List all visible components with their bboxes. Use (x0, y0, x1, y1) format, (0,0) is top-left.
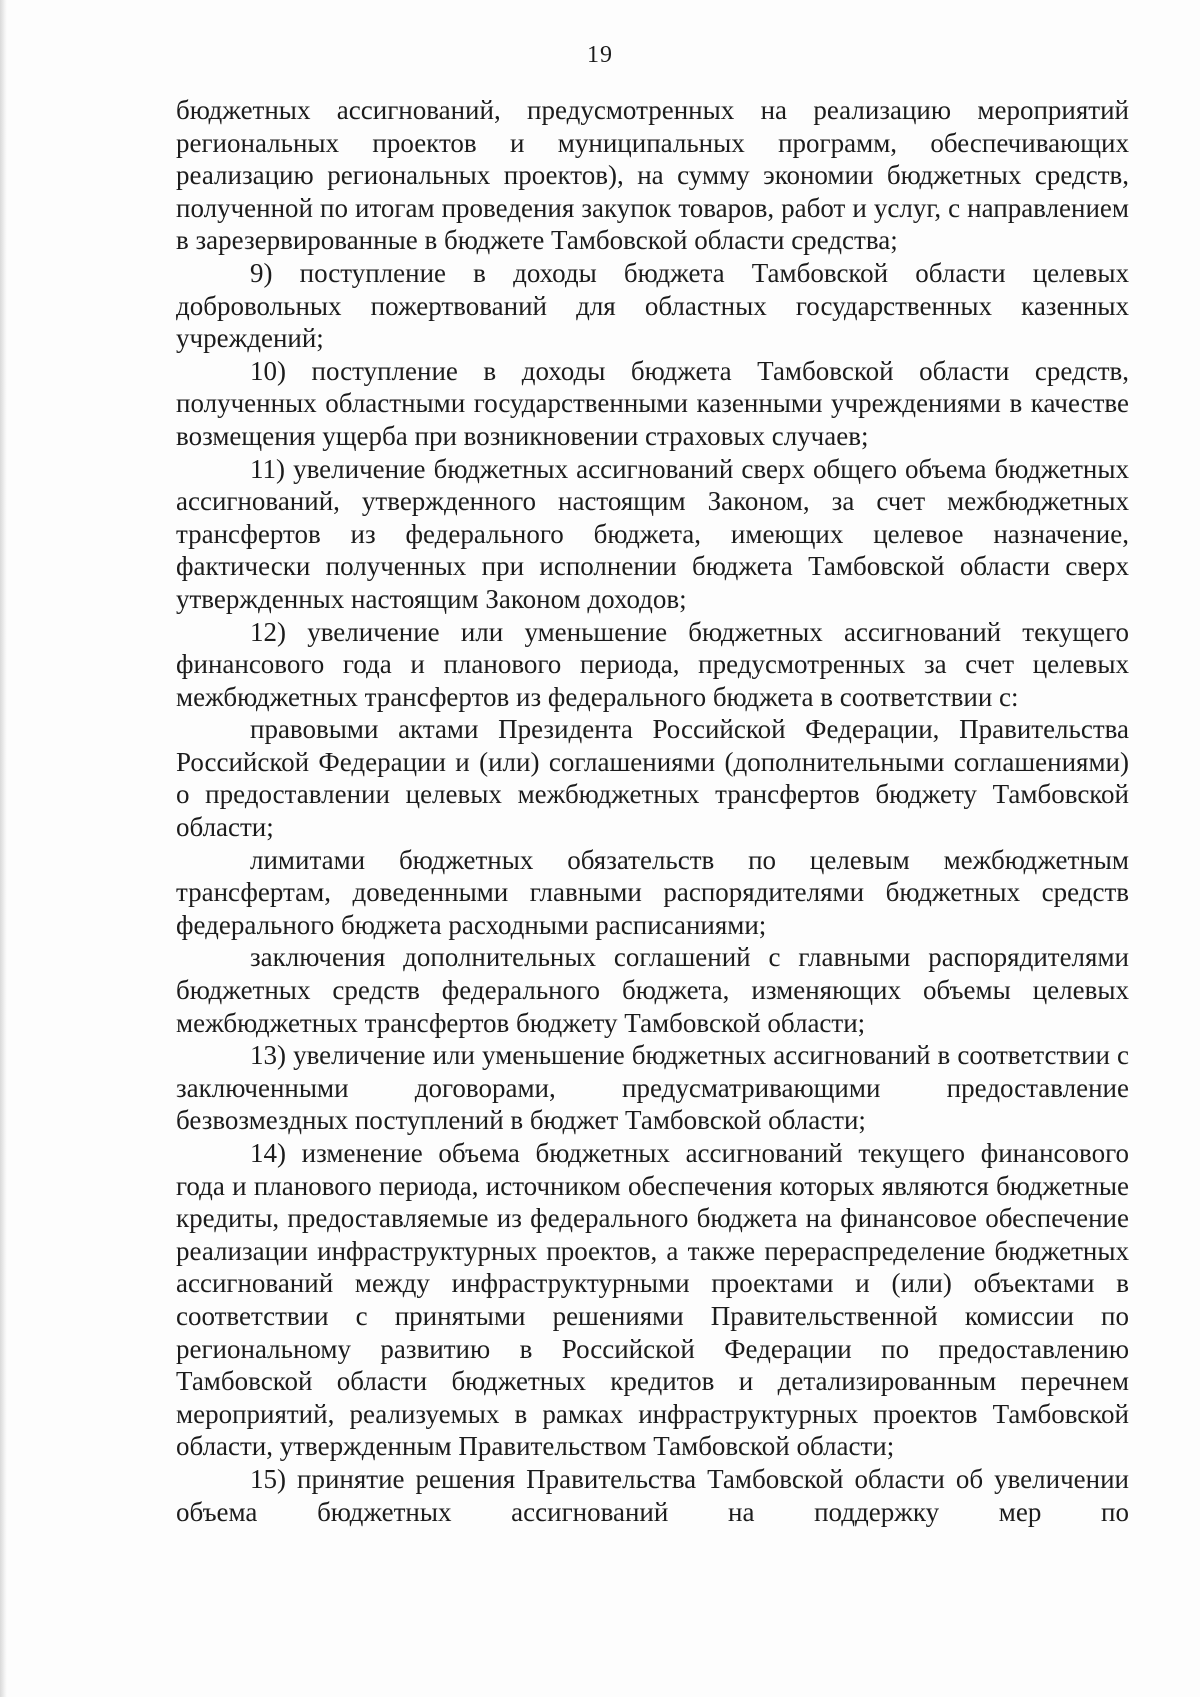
paragraph-item-15: 15) принятие решения Правительства Тамбовской области об увеличении объема бюджетных ассигнований на поддержку мер по (176, 1463, 1129, 1527)
paragraph-item-14: 14) изменение объема бюджетных ассигнований текущего финансового года и планового периода, источником обеспечения которых являются бюджетные кредиты, предоставляемые из федерального бюджета на финансовое обеспечение реализации инфраструктурных проектов, а также перераспределение бюджетных ассигнований между инфраструктурными проектами и (или) объектами в соответствии с принятыми решениями Правительственной комиссии по региональному развитию в Российской Федерации по предоставлению Тамбовской области бюджетных кредитов и детализированным перечнем мероприятий, реализуемых в рамках инфраструктурных проектов Тамбовской области, утвержденным Правительством Тамбовской области; (176, 1138, 1129, 1462)
paragraph-item-12-subpoint-agreements: заключения дополнительных соглашений с главными распорядителями бюджетных средств федерального бюджета, изменяющих объемы целевых межбюджетных трансфертов бюджету Тамбовской области; (176, 942, 1129, 1038)
paragraph-item-13: 13) увеличение или уменьшение бюджетных ассигнований в соответствии с заключенными договорами, предусматривающими предоставление безвозмездных поступлений в бюджет Тамбовской области; (176, 1040, 1129, 1136)
paragraph-continuation: бюджетных ассигнований, предусмотренных на реализацию мероприятий региональных проектов и муниципальных программ, обеспечивающих реализацию региональных проектов), на сумму экономии бюджетных средств, полученной по итогам проведения закупок товаров, работ и услуг, с направлением в зарезервированные в бюджете Тамбовской области средства; (176, 95, 1129, 256)
page-number: 19 (587, 42, 613, 68)
paragraph-item-12-subpoint-legal-acts: правовыми актами Президента Российской Федерации, Правительства Российской Федерации и (или) соглашениями (дополнительными соглашениями) о предоставлении целевых межбюджетных трансфертов бюджету Тамбовской области; (176, 714, 1129, 843)
paragraph-item-12: 12) увеличение или уменьшение бюджетных ассигнований текущего финансового года и планового периода, предусмотренных за счет целевых межбюджетных трансфертов из федерального бюджета в соответствии с: (176, 616, 1129, 712)
paragraph-item-9: 9) поступление в доходы бюджета Тамбовской области целевых добровольных пожертвований для областных государственных казенных учреждений; (176, 257, 1129, 354)
scan-edge-shadow (0, 0, 7, 1697)
paragraph-item-12-subpoint-limits: лимитами бюджетных обязательств по целевым межбюджетным трансфертам, доведенными главными распорядителями бюджетных средств федерального бюджета расходными расписаниями; (176, 844, 1129, 940)
paragraph-item-11: 11) увеличение бюджетных ассигнований сверх общего объема бюджетных ассигнований, утвержденного настоящим Законом, за счет межбюджетных трансфертов из федерального бюджета, имеющих целевое назначение, фактически полученных при исполнении бюджета Тамбовской области сверх утвержденных настоящим Законом доходов; (176, 453, 1129, 614)
document-body (176, 94, 1129, 1528)
paragraph-item-10: 10) поступление в доходы бюджета Тамбовской области средств, полученных областными государственными казенными учреждениями в качестве возмещения ущерба при возникновении страховых случаев; (176, 355, 1129, 451)
